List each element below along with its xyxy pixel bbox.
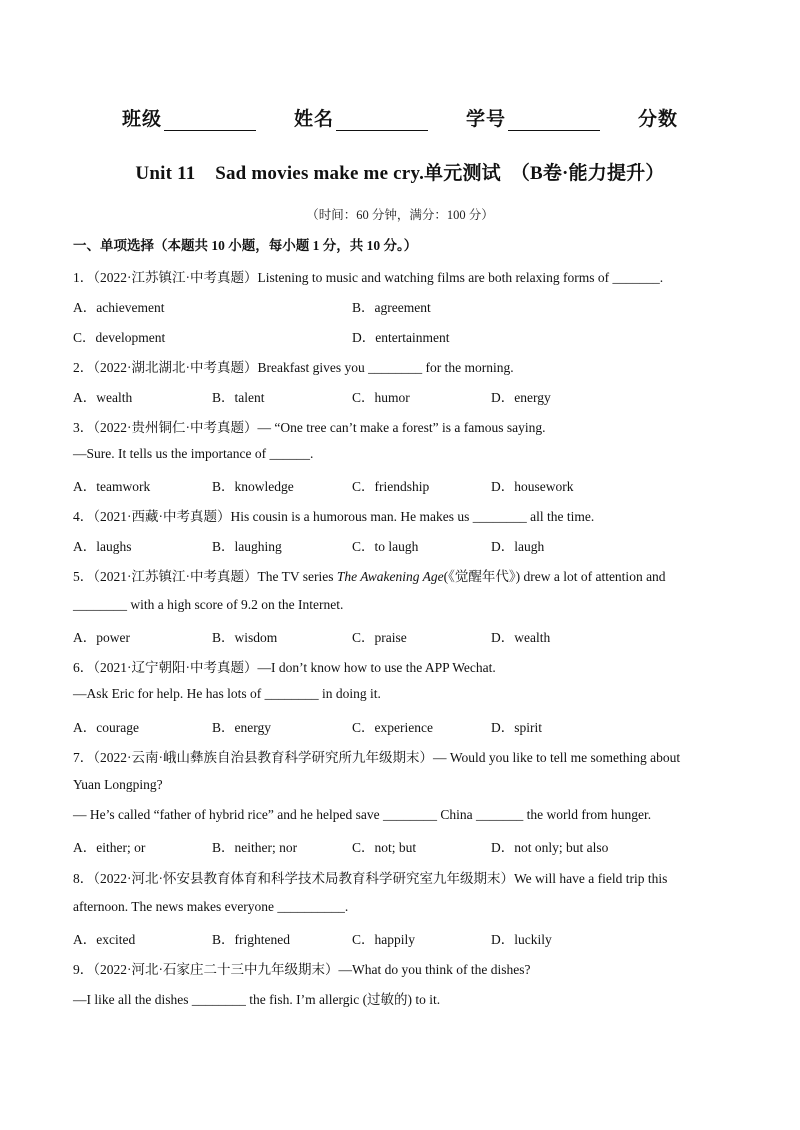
q5-stem-pre: 5．（2021·江苏镇江·中考真题）The TV series bbox=[73, 569, 337, 584]
q3-option-b[interactable]: B．knowledge bbox=[212, 479, 294, 494]
class-field bbox=[122, 104, 256, 131]
question-2-stem: 2．（2022·湖北湖北·中考真题）Breakfast gives you ________ for the morning. bbox=[73, 360, 514, 375]
question-7-stem-2: Yuan Longping? bbox=[73, 777, 163, 792]
question-6-stem-2: —Ask Eric for help. He has lots of ________ in doing it. bbox=[73, 686, 381, 701]
q3-option-c[interactable]: C．friendship bbox=[352, 479, 430, 494]
student-id-label: 学号 bbox=[466, 109, 507, 130]
class-blank[interactable] bbox=[164, 112, 256, 131]
question-8-stem: 8．（2022·河北·怀安县教育体育和科学技术局教育科学研究室九年级期末）We will have a field trip this bbox=[73, 871, 668, 886]
q8-option-b[interactable]: B．frightened bbox=[212, 932, 290, 947]
question-4-stem: 4．（2021·西藏·中考真题）His cousin is a humorous man. He makes us ________ all the time. bbox=[73, 509, 595, 524]
question-3-stem: 3．（2022·贵州铜仁·中考真题）— “One tree can’t make a forest” is a famous saying. bbox=[73, 420, 546, 435]
name-field bbox=[294, 104, 428, 131]
q6-option-b[interactable]: B．energy bbox=[212, 720, 271, 735]
score-label: 分数 bbox=[638, 109, 679, 130]
q4-option-a[interactable]: A．laughs bbox=[73, 539, 132, 554]
name-blank[interactable] bbox=[336, 112, 428, 131]
question-5-stem-2: ________ with a high score of 9.2 on the Internet. bbox=[73, 597, 344, 612]
q7-option-c[interactable]: C．not; but bbox=[352, 840, 417, 855]
q8-option-c[interactable]: C．happily bbox=[352, 932, 415, 947]
page-title: Unit 11 Sad movies make me cry.单元测试 （B卷·能力提升） bbox=[135, 163, 665, 184]
class-label: 班级 bbox=[121, 109, 162, 130]
q4-option-c[interactable]: C．to laugh bbox=[352, 539, 419, 554]
q5-option-b[interactable]: B．wisdom bbox=[212, 630, 278, 645]
q7-option-b[interactable]: B．neither; nor bbox=[212, 840, 298, 855]
q2-option-d[interactable]: D．energy bbox=[491, 390, 551, 405]
q5-series-title: The Awakening Age bbox=[336, 569, 444, 584]
question-5-stem bbox=[73, 565, 666, 585]
question-6-stem: 6．（2021·辽宁朝阳·中考真题）—I don’t know how to use the APP Wechat. bbox=[73, 660, 496, 675]
section-heading: 一、单项选择（本题共 10 小题，每小题 1 分，共 10 分。） bbox=[73, 238, 418, 253]
q6-option-a[interactable]: A．courage bbox=[73, 720, 139, 735]
q4-option-d[interactable]: D．laugh bbox=[491, 539, 545, 554]
q1-option-c[interactable]: C．development bbox=[73, 330, 166, 345]
q3-option-a[interactable]: A．teamwork bbox=[73, 479, 151, 494]
q4-option-b[interactable]: B．laughing bbox=[212, 539, 282, 554]
q5-option-c[interactable]: C．praise bbox=[352, 630, 407, 645]
exam-time-score: （时间：60 分钟，满分：100 分） bbox=[306, 208, 494, 222]
q5-option-a[interactable]: A．power bbox=[73, 630, 130, 645]
student-info-line bbox=[0, 104, 800, 131]
q6-option-c[interactable]: C．experience bbox=[352, 720, 433, 735]
question-8-stem-2: afternoon. The news makes everyone __________. bbox=[73, 899, 349, 914]
q2-option-a[interactable]: A．wealth bbox=[73, 390, 133, 405]
q8-option-a[interactable]: A．excited bbox=[73, 932, 136, 947]
question-7-stem: 7．（2022·云南·峨山彝族自治县教育科学研究所九年级期末）— Would you like to tell me something about bbox=[73, 750, 681, 765]
question-9-stem-2: —I like all the dishes ________ the fish. I’m allergic (过敏的) to it. bbox=[73, 992, 441, 1007]
question-9-stem: 9．（2022·河北·石家庄二十三中九年级期末）—What do you think of the dishes? bbox=[73, 962, 531, 977]
name-label: 姓名 bbox=[293, 109, 334, 130]
q1-option-a[interactable]: A．achievement bbox=[73, 300, 165, 315]
q2-option-b[interactable]: B．talent bbox=[212, 390, 265, 405]
q8-option-d[interactable]: D．luckily bbox=[491, 932, 552, 947]
student-id-field bbox=[466, 104, 600, 131]
student-id-blank[interactable] bbox=[508, 112, 600, 131]
question-3-stem-2: —Sure. It tells us the importance of ______. bbox=[73, 446, 314, 461]
q5-stem-post: (《觉醒年代》) drew a lot of attention and bbox=[443, 569, 666, 584]
q7-option-d[interactable]: D．not only; but also bbox=[491, 840, 609, 855]
q3-option-d[interactable]: D．housework bbox=[491, 479, 574, 494]
q2-option-c[interactable]: C．humor bbox=[352, 390, 410, 405]
question-7-stem-3: — He’s called “father of hybrid rice” and he helped save ________ China _______ the world from hunger. bbox=[73, 807, 652, 822]
q1-option-b[interactable]: B．agreement bbox=[352, 300, 431, 315]
q1-option-d[interactable]: D．entertainment bbox=[352, 330, 450, 345]
score-field bbox=[638, 104, 678, 131]
q5-option-d[interactable]: D．wealth bbox=[491, 630, 551, 645]
q7-option-a[interactable]: A．either; or bbox=[73, 840, 146, 855]
question-1-stem: 1．（2022·江苏镇江·中考真题）Listening to music and watching films are both relaxing forms of _______. bbox=[73, 270, 664, 285]
q6-option-d[interactable]: D．spirit bbox=[491, 720, 543, 735]
